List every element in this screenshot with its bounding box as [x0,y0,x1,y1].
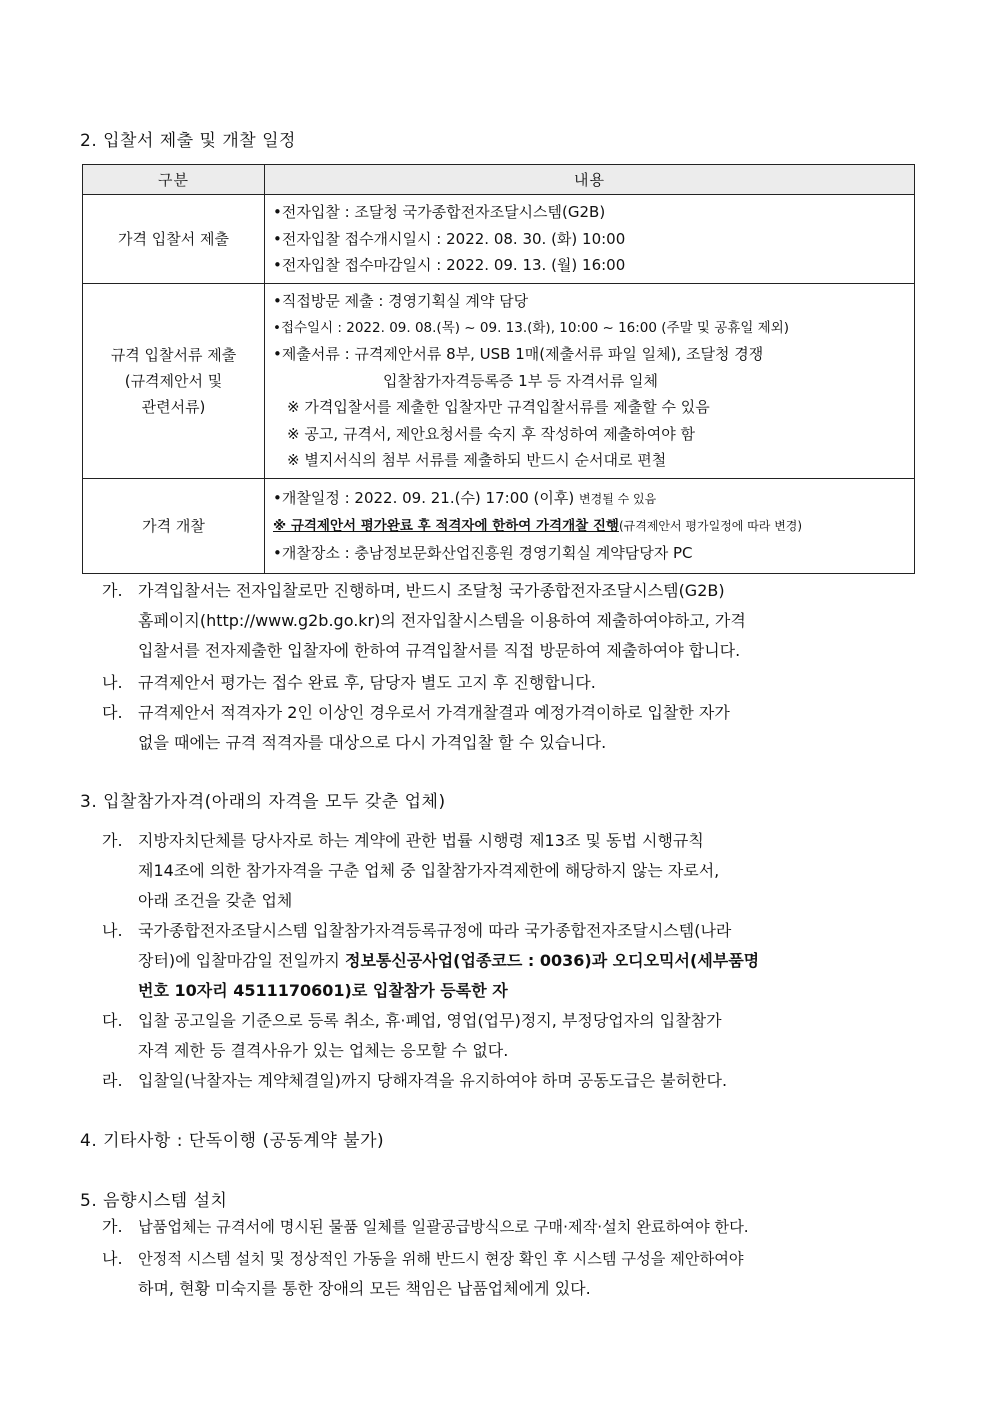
item-line: 하며, 현황 미숙지를 통한 장애의 모든 책임은 납품업체에게 있다. [138,1279,591,1298]
section2-title: 2. 입찰서 제출 및 개찰 일정 [80,131,296,151]
content-line [273,485,908,513]
content-line: •제출서류 : 규격제안서류 8부, USB 1매(제출서류 파일 일체), 조달청 경쟁 [273,345,764,363]
note-line: ※ 가격입찰서를 제출한 입찰자만 규격입찰서류를 제출할 수 있음 [287,398,710,416]
item-line: 없을 때에는 규격 적격자를 대상으로 다시 가격입찰 할 수 있습니다. [138,733,607,752]
item-marker: 가. [102,831,123,850]
item-marker: 나. [102,673,123,692]
header-category: 구분 [83,165,265,195]
item-line: 제14조에 의한 참가자격을 구춘 업체 중 입찰참가자격제한에 해당하지 않는 자로서, [138,861,720,880]
evaluation-note: ※ 규격제안서 평가완료 후 적격자에 한하여 가격개찰 진행 [273,518,619,535]
item-marker: 가. [102,1217,123,1236]
item-line: 홈페이지(http://www.g2b.go.kr)의 전자입찰시스템을 이용하여 제출하여야하고, 가격 [138,611,746,630]
content-line: •전자입찰 접수마감일시 : 2022. 09. 13. (월) 16:00 [273,256,626,275]
opening-schedule: •개찰일정 : 2022. 09. 21.(수) 17:00 (이후) [273,488,575,507]
section3-title: 3. 입찰참가자격(아래의 자격을 모두 갖춘 업체) [80,792,446,812]
table-row [83,478,915,573]
list-item [102,1212,914,1242]
list-item [102,668,914,698]
item-line: 번호 10자리 4511170601)로 입찰참가 등록한 자 [138,981,508,1000]
content-line: •전자입찰 : 조달청 국가종합전자조달시스템(G2B) [273,203,606,222]
note-line: ※ 별지서식의 첨부 서류를 제출하되 반드시 순서대로 편철 [287,451,667,469]
content-line: •전자입찰 접수개시일시 : 2022. 08. 30. (화) 10:00 [273,229,626,248]
section4-title: 4. 기타사항 : 단독이행 (공동계약 불가) [80,1131,385,1151]
item-line: 자격 제한 등 결격사유가 있는 업체는 응모할 수 없다. [138,1041,509,1060]
list-item [102,826,914,916]
content-line: •개찰장소 : 충남정보문화산업진흥원 경영기획실 계약담당자 PC [273,543,693,562]
item-marker: 다. [102,703,123,722]
item-marker: 다. [102,1011,123,1030]
row-label [83,284,265,479]
section5-title: 5. 음향시스템 설치 [80,1191,228,1211]
note-line: ※ 공고, 규격서, 제안요청서를 숙지 후 작성하여 제출하여야 함 [287,424,696,443]
content-line: 입찰참가자격등록증 1부 등 자격서류 일체 [383,371,658,390]
item-line-bold: 정보통신공사업(업종코드 : 0036)과 오디오믹서(세부품명 [344,951,760,970]
table-row [83,284,915,479]
table-row [83,195,915,284]
item-line: 납품업체는 규격서에 명시된 물품 일체를 일괄공급방식으로 구매·제작·설치 완료하여야 한다. [138,1218,749,1236]
content-line: •직접방문 제출 : 경영기획실 계약 담당 [273,292,529,310]
table-header-row [83,165,915,195]
list-item [102,1244,914,1304]
list-item [102,698,914,758]
schedule-table [82,164,915,574]
row-content [265,478,915,573]
item-marker: 라. [102,1071,123,1090]
list-item [102,916,914,1006]
item-line: 규격제안서 적격자가 2인 이상인 경우로서 가격개찰결과 예정가격이하로 입찰한 자가 [138,703,730,722]
list-item [102,1066,914,1096]
change-note: 변경될 수 있음 [579,491,657,506]
list-item [102,576,914,666]
item-line: 국가종합전자조달시스템 입찰참가자격등록규정에 따라 국가종합전자조달시스템(나라 [138,921,732,940]
row-label-line: (규격제안서 및 [124,371,223,390]
content-line [273,512,908,540]
row-label [83,478,265,573]
item-line: 지방자치단체를 당사자로 하는 계약에 관한 법률 시행령 제13조 및 동법 시행규칙 [138,831,704,850]
item-line-plain: 장터)에 입찰마감일 전일까지 [138,951,345,970]
row-content [265,195,915,284]
row-label-line: 가격 개찰 [142,516,205,535]
row-label-line: 규격 입찰서류 제출 [110,345,237,364]
row-label-line: 관련서류) [141,397,206,416]
list-item [102,1006,914,1066]
item-marker: 가. [102,581,123,600]
item-line: 입찰일(낙찰자는 계약체결일)까지 당해자격을 유지하여야 하며 공동도급은 불허한다. [138,1071,728,1090]
item-line: 안정적 시스템 설치 및 정상적인 가동을 위해 반드시 현장 확인 후 시스템 구성을 제안하여야 [138,1250,744,1268]
item-marker: 나. [102,1249,123,1268]
item-line [138,946,914,976]
item-line: 규격제안서 평가는 접수 완료 후, 담당자 별도 고지 후 진행합니다. [138,673,596,692]
item-line: 입찰 공고일을 기준으로 등록 취소, 휴·폐업, 영업(업무)정지, 부정당업자의 입찰참가 [138,1011,722,1030]
row-label-line: 가격 입찰서 제출 [118,230,229,248]
row-content [265,284,915,479]
item-marker: 나. [102,921,123,940]
item-line: 입찰서를 전자제출한 입찰자에 한하여 규격입찰서를 직접 방문하여 제출하여야 합니다. [138,641,741,660]
item-line: 아래 조건을 갖춘 업체 [138,891,293,910]
row-label [83,195,265,284]
content-line: •접수일시 : 2022. 09. 08.(목) ~ 09. 13.(화), 10:00 ~ 16:00 (주말 및 공휴일 제외) [273,319,790,336]
item-line: 가격입찰서는 전자입찰로만 진행하며, 반드시 조달청 국가종합전자조달시스템(G2B) [138,581,725,600]
header-content: 내용 [265,165,915,195]
evaluation-change-note: (규격제안서 평가일정에 따라 변경) [618,519,803,534]
